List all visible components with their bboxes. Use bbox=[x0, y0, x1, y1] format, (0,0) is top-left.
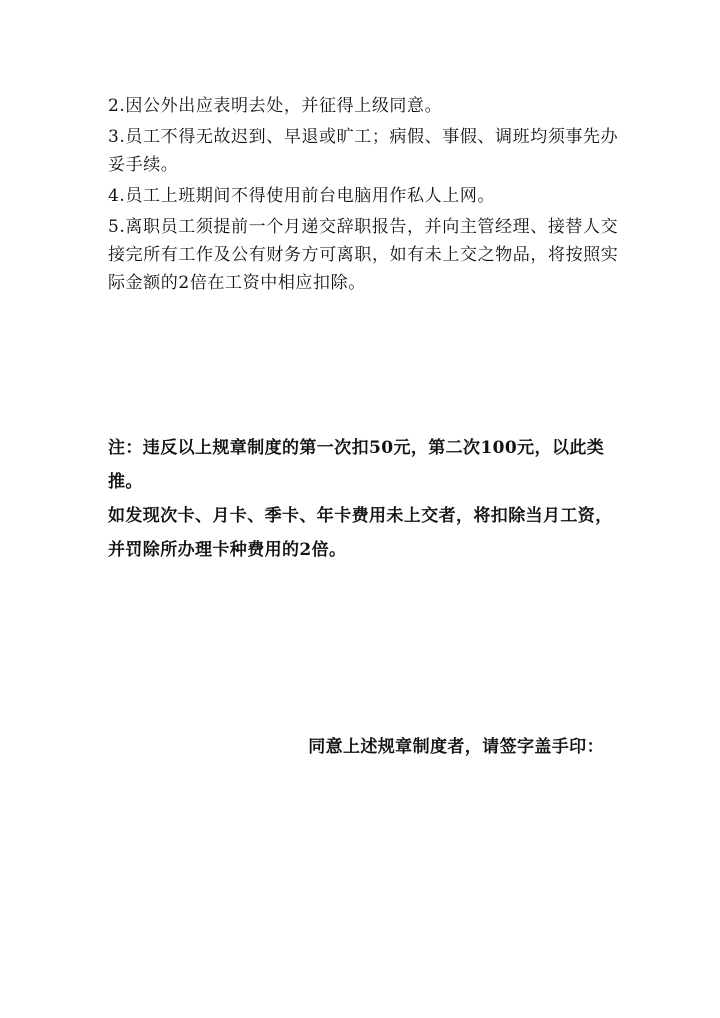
signature-prompt: 同意上述规章制度者，请签字盖手印： bbox=[308, 737, 604, 757]
rules-list bbox=[108, 92, 628, 300]
rule-item-2: 2.因公外出应表明去处，并征得上级同意。 bbox=[108, 96, 443, 116]
rule-item-3: 3.员工不得无故迟到、早退或旷工；病假、事假、调班均须事先办妥手续。 bbox=[108, 127, 619, 175]
penalty-note bbox=[108, 431, 628, 567]
penalty-note-line-1: 注：违反以上规章制度的第一次扣50元，第二次100元，以此类推。 bbox=[108, 438, 605, 492]
rule-item-4: 4.员工上班期间不得使用前台电脑用作私人上网。 bbox=[108, 186, 496, 206]
rule-item-5: 5.离职员工须提前一个月递交辞职报告，并向主管经理、接替人交接完所有工作及公有财务方可离职，如有未上交之物品，将按照实际金额的2倍在工资中相应扣除。 bbox=[108, 217, 619, 293]
penalty-note-line-2: 如发现次卡、月卡、季卡、年卡费用未上交者，将扣除当月工资，并罚除所办理卡种费用的2倍。 bbox=[108, 506, 613, 560]
